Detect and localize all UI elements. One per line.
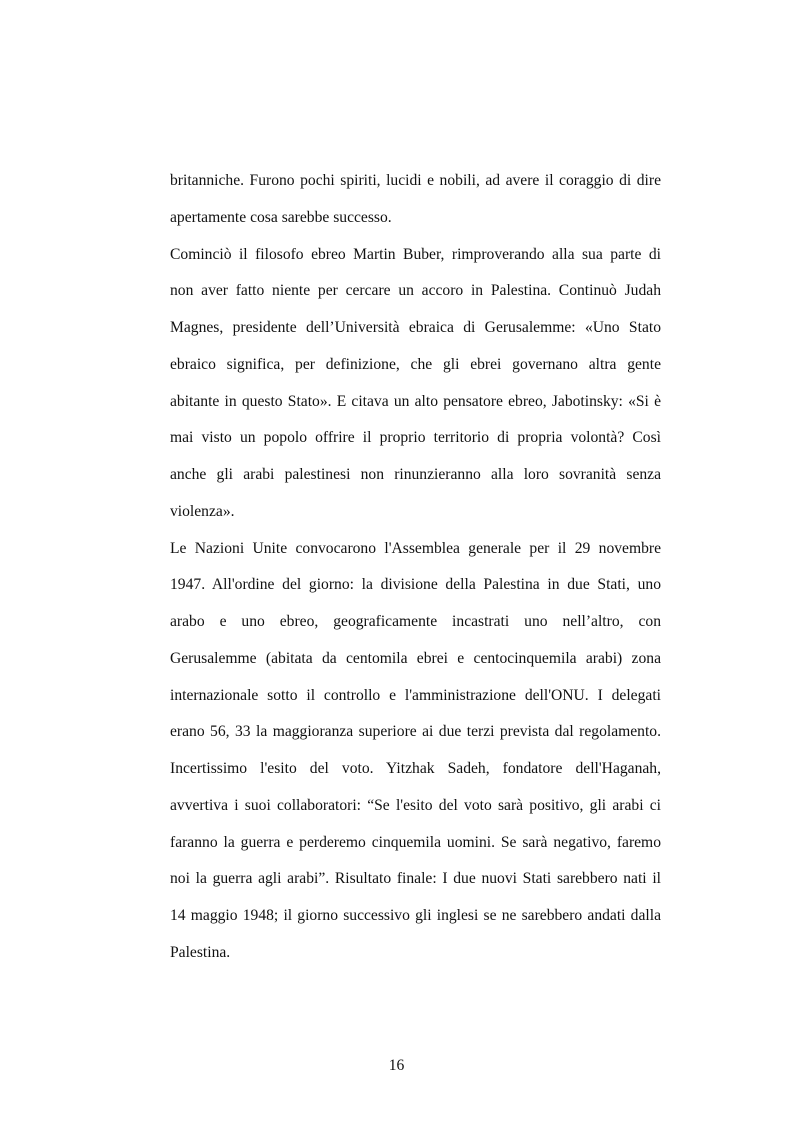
text-line: Incertissimo l'esito del voto. Yitzhak Sadeh, fondatore dell'Haganah, [170,760,661,777]
text-line: Le Nazioni Unite convocarono l'Assemblea generale per il 29 novembre [170,539,661,557]
text-line: britanniche. Furono pochi spiriti, lucidi e nobili, ad avere il coraggio di dire [170,172,661,189]
text-line: ebraico significa, per definizione, che gli ebrei governano altra gente [170,355,661,373]
text-line: internazionale sotto il controllo e l'amministrazione dell'ONU. I delegati [170,686,661,704]
text-line: 1947. All'ordine del giorno: la divisione della Palestina in due Stati, uno [170,576,661,594]
body-text [170,163,661,972]
text-line: Palestina. [170,943,231,961]
text-line: apertamente cosa sarebbe successo. [170,208,392,226]
text-line: Magnes, presidente dell’Università ebraica di Gerusalemme: «Uno Stato [170,319,661,336]
text-line: violenza». [170,502,235,520]
text-line: 14 maggio 1948; il giorno successivo gli inglesi se ne sarebbero andati dalla [170,907,661,924]
text-line: Gerusalemme (abitata da centomila ebrei e centocinquemila arabi) zona [170,649,661,667]
text-line: faranno la guerra e perderemo cinquemila uomini. Se sarà negativo, faremo [170,833,661,851]
text-line: arabo e uno ebreo, geograficamente incastrati uno nell’altro, con [170,613,661,630]
page-number: 16 [388,1057,405,1074]
text-line: non aver fatto niente per cercare un accoro in Palestina. Continuò Judah [170,282,661,300]
text-line: abitante in questo Stato». E citava un alto pensatore ebreo, Jabotinsky: «Si è [170,392,661,410]
text-line: avvertiva i suoi collaboratori: “Se l'esito del voto sarà positivo, gli arabi ci [170,796,661,814]
text-line: mai visto un popolo offrire il proprio territorio di propria volontà? Così [170,429,661,447]
text-line: noi la guerra agli arabi”. Risultato finale: I due nuovi Stati sarebbero nati il [170,870,661,888]
text-line: anche gli arabi palestinesi non rinunzieranno alla loro sovranità senza [170,466,661,483]
text-line: Cominciò il filosofo ebreo Martin Buber, rimproverando alla sua parte di [170,245,661,263]
text-line: erano 56, 33 la maggioranza superiore ai due terzi prevista dal regolamento. [170,723,661,741]
